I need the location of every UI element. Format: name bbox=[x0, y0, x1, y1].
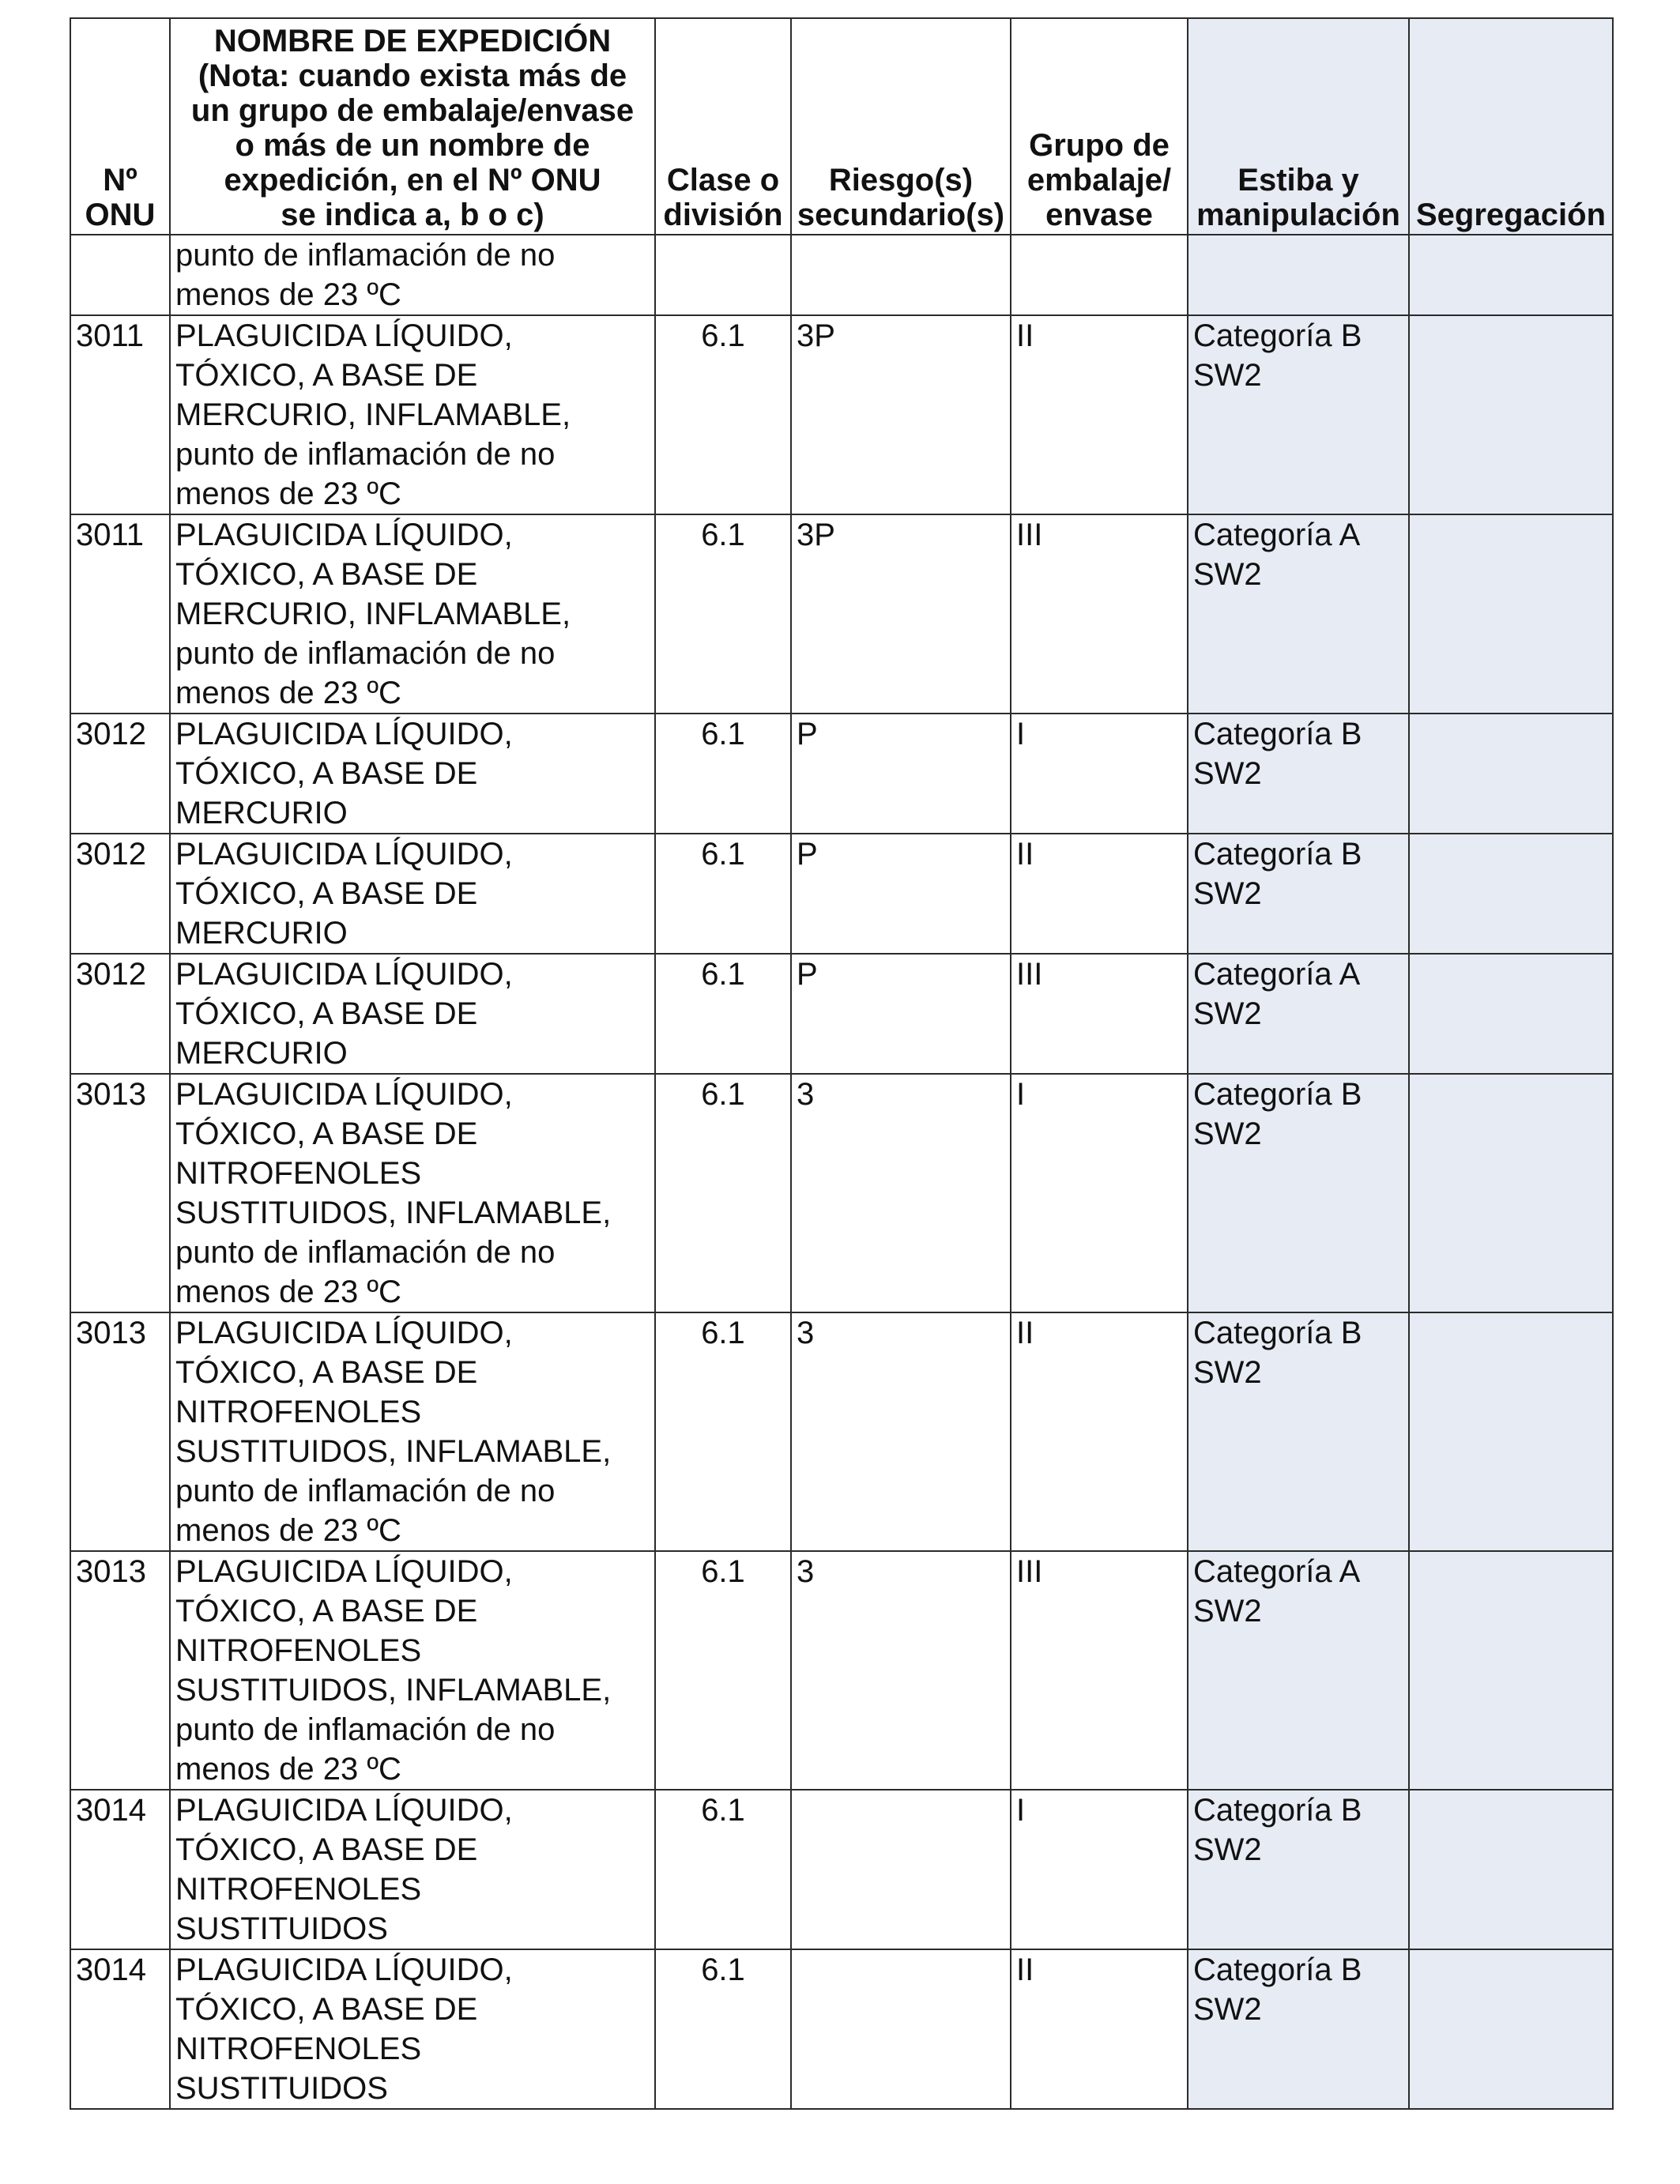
cell-stowage: Categoría A SW2 bbox=[1188, 954, 1409, 1074]
cell-risk: P bbox=[791, 834, 1011, 954]
cell-name: PLAGUICIDA LÍQUIDO, TÓXICO, A BASE DE NITROFENOLES SUSTITUIDOS, INFLAMABLE, punto de inflamación de no menos de 23 ºC bbox=[170, 1074, 655, 1312]
cell-stowage: Categoría B SW2 bbox=[1188, 1949, 1409, 2109]
header-segregation: Segregación bbox=[1409, 18, 1613, 235]
cell-segregation bbox=[1409, 1551, 1613, 1790]
header-shipping-name: NOMBRE DE EXPEDICIÓN (Nota: cuando exista más de un grupo de embalaje/envase o más de un nombre de expedición, en el Nº ONU se indica a, b o c) bbox=[170, 18, 655, 235]
cell-packing-group: III bbox=[1011, 954, 1188, 1074]
cell-risk bbox=[791, 1790, 1011, 1949]
cell-un: 3011 bbox=[70, 315, 170, 514]
header-subsidiary-risk: Riesgo(s) secundario(s) bbox=[791, 18, 1011, 235]
cell-name: PLAGUICIDA LÍQUIDO, TÓXICO, A BASE DE MERCURIO, INFLAMABLE, punto de inflamación de no menos de 23 ºC bbox=[170, 315, 655, 514]
cell-class: 6.1 bbox=[655, 1790, 791, 1949]
cell-segregation bbox=[1409, 1949, 1613, 2109]
cell-segregation bbox=[1409, 1312, 1613, 1551]
cell-risk: 3P bbox=[791, 315, 1011, 514]
cell-risk bbox=[791, 235, 1011, 315]
cell-un: 3013 bbox=[70, 1551, 170, 1790]
table-row bbox=[70, 1312, 1613, 1551]
cell-segregation bbox=[1409, 1790, 1613, 1949]
cell-class: 6.1 bbox=[655, 1949, 791, 2109]
cell-segregation bbox=[1409, 954, 1613, 1074]
header-packing-group: Grupo de embalaje/ envase bbox=[1011, 18, 1188, 235]
cell-segregation bbox=[1409, 834, 1613, 954]
cell-packing-group: III bbox=[1011, 514, 1188, 714]
cell-packing-group: III bbox=[1011, 1551, 1188, 1790]
header-stowage-handling: Estiba y manipulación bbox=[1188, 18, 1409, 235]
cell-risk: P bbox=[791, 954, 1011, 1074]
table-row bbox=[70, 1551, 1613, 1790]
cell-un: 3012 bbox=[70, 954, 170, 1074]
continuation-row bbox=[70, 235, 1613, 315]
table-row bbox=[70, 1790, 1613, 1949]
cell-un: 3012 bbox=[70, 714, 170, 834]
cell-packing-group: II bbox=[1011, 1949, 1188, 2109]
cell-class: 6.1 bbox=[655, 1551, 791, 1790]
table-row bbox=[70, 1949, 1613, 2109]
table-row bbox=[70, 954, 1613, 1074]
cell-un: 3012 bbox=[70, 834, 170, 954]
cell-name: PLAGUICIDA LÍQUIDO, TÓXICO, A BASE DE NITROFENOLES SUSTITUIDOS, INFLAMABLE, punto de inflamación de no menos de 23 ºC bbox=[170, 1551, 655, 1790]
cell-segregation bbox=[1409, 514, 1613, 714]
cell-packing-group: I bbox=[1011, 1790, 1188, 1949]
cell-stowage: Categoría A SW2 bbox=[1188, 1551, 1409, 1790]
cell-un: 3011 bbox=[70, 514, 170, 714]
cell-class bbox=[655, 235, 791, 315]
cell-packing-group: II bbox=[1011, 1312, 1188, 1551]
cell-un: 3013 bbox=[70, 1312, 170, 1551]
cell-stowage bbox=[1188, 235, 1409, 315]
cell-stowage: Categoría B SW2 bbox=[1188, 714, 1409, 834]
cell-risk: 3 bbox=[791, 1074, 1011, 1312]
table-row bbox=[70, 514, 1613, 714]
cell-risk: 3P bbox=[791, 514, 1011, 714]
cell-un: 3014 bbox=[70, 1790, 170, 1949]
cell-class: 6.1 bbox=[655, 315, 791, 514]
header-un-number: Nº ONU bbox=[70, 18, 170, 235]
table-row bbox=[70, 1074, 1613, 1312]
table-body bbox=[70, 235, 1613, 2109]
header-class-division: Clase o división bbox=[655, 18, 791, 235]
cell-risk: P bbox=[791, 714, 1011, 834]
cell-packing-group bbox=[1011, 235, 1188, 315]
cell-packing-group: II bbox=[1011, 315, 1188, 514]
table-row bbox=[70, 315, 1613, 514]
cell-name: PLAGUICIDA LÍQUIDO, TÓXICO, A BASE DE NITROFENOLES SUSTITUIDOS bbox=[170, 1790, 655, 1949]
cell-packing-group: II bbox=[1011, 834, 1188, 954]
cell-packing-group: I bbox=[1011, 714, 1188, 834]
cell-segregation bbox=[1409, 315, 1613, 514]
cell-un bbox=[70, 235, 170, 315]
cell-name: PLAGUICIDA LÍQUIDO, TÓXICO, A BASE DE MERCURIO bbox=[170, 714, 655, 834]
cell-risk: 3 bbox=[791, 1551, 1011, 1790]
cell-class: 6.1 bbox=[655, 954, 791, 1074]
table-row bbox=[70, 714, 1613, 834]
cell-stowage: Categoría B SW2 bbox=[1188, 1312, 1409, 1551]
cell-risk: 3 bbox=[791, 1312, 1011, 1551]
cell-un: 3014 bbox=[70, 1949, 170, 2109]
cell-segregation bbox=[1409, 1074, 1613, 1312]
cell-risk bbox=[791, 1949, 1011, 2109]
cell-name: PLAGUICIDA LÍQUIDO, TÓXICO, A BASE DE NITROFENOLES SUSTITUIDOS bbox=[170, 1949, 655, 2109]
cell-stowage: Categoría B SW2 bbox=[1188, 834, 1409, 954]
cell-name: PLAGUICIDA LÍQUIDO, TÓXICO, A BASE DE MERCURIO bbox=[170, 954, 655, 1074]
cell-name: PLAGUICIDA LÍQUIDO, TÓXICO, A BASE DE NITROFENOLES SUSTITUIDOS, INFLAMABLE, punto de inflamación de no menos de 23 ºC bbox=[170, 1312, 655, 1551]
cell-class: 6.1 bbox=[655, 514, 791, 714]
cell-name: PLAGUICIDA LÍQUIDO, TÓXICO, A BASE DE MERCURIO bbox=[170, 834, 655, 954]
dangerous-goods-table bbox=[70, 17, 1614, 2110]
cell-stowage: Categoría B SW2 bbox=[1188, 1790, 1409, 1949]
cell-name: punto de inflamación de no menos de 23 ºC bbox=[170, 235, 655, 315]
cell-segregation bbox=[1409, 714, 1613, 834]
cell-stowage: Categoría A SW2 bbox=[1188, 514, 1409, 714]
table-row bbox=[70, 834, 1613, 954]
cell-class: 6.1 bbox=[655, 1074, 791, 1312]
cell-segregation bbox=[1409, 235, 1613, 315]
cell-class: 6.1 bbox=[655, 1312, 791, 1551]
header-row bbox=[70, 18, 1613, 235]
cell-name: PLAGUICIDA LÍQUIDO, TÓXICO, A BASE DE MERCURIO, INFLAMABLE, punto de inflamación de no menos de 23 ºC bbox=[170, 514, 655, 714]
cell-packing-group: I bbox=[1011, 1074, 1188, 1312]
cell-stowage: Categoría B SW2 bbox=[1188, 315, 1409, 514]
cell-stowage: Categoría B SW2 bbox=[1188, 1074, 1409, 1312]
cell-un: 3013 bbox=[70, 1074, 170, 1312]
cell-class: 6.1 bbox=[655, 834, 791, 954]
cell-class: 6.1 bbox=[655, 714, 791, 834]
